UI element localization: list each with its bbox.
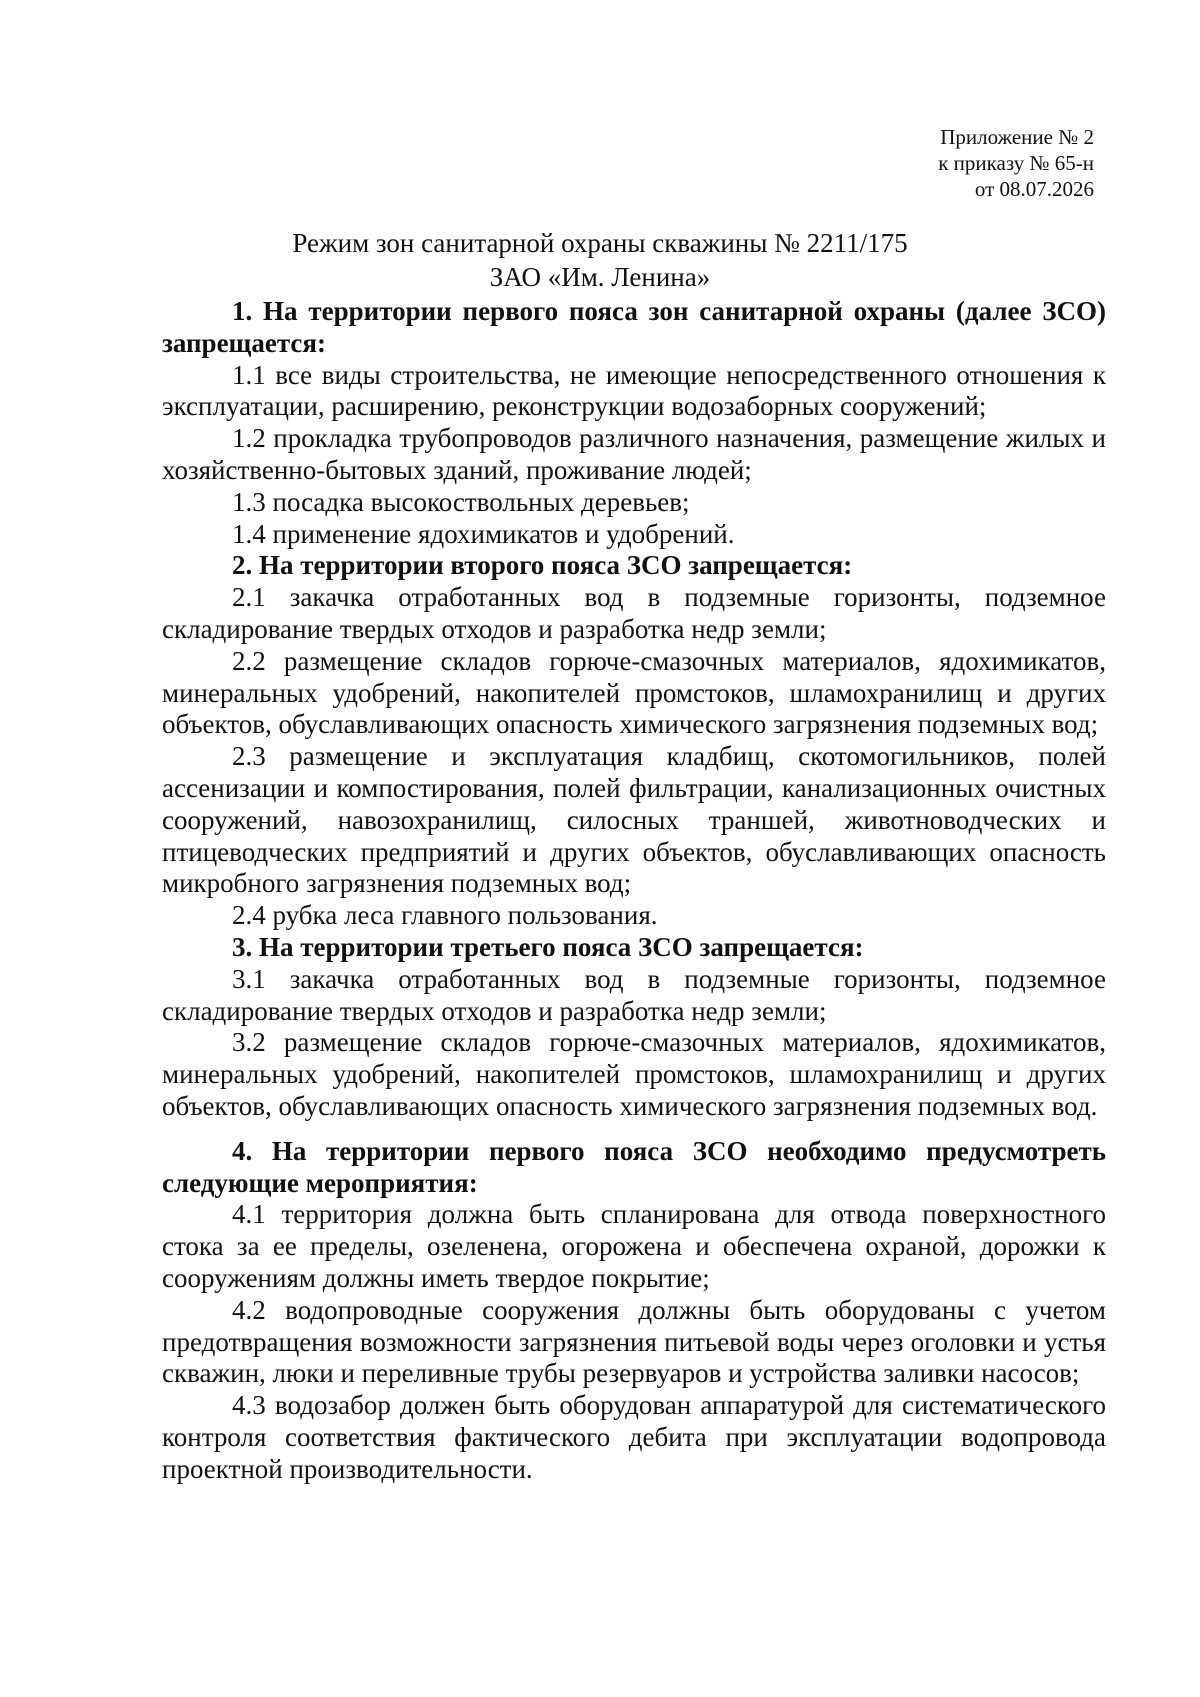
item-4-1: 4.1 территория должна быть спланирована для отвода поверхностного стока за ее пределы, озеленена, огорожена и обеспечена охраной, дорожки к сооружениям должны иметь твердое покрытие; <box>162 1199 1106 1293</box>
item-4-2: 4.2 водопроводные сооружения должны быть оборудованы с учетом предотвращения возможности загрязнения питьевой воды через оголовки и устья скважин, люки и переливные трубы резервуаров и устройства заливки насосов; <box>162 1294 1106 1389</box>
item-3-1: 3.1 закачка отработанных вод в подземные горизонты, подземное складирование твердых отходов и разработка недр земли; <box>162 963 1106 1026</box>
annex-number: Приложение № 2 <box>940 125 1094 149</box>
section-1-heading: 1. На территории первого пояса зон санитарной охраны (далее ЗСО) запрещается: <box>162 296 1106 358</box>
document-title <box>0 226 1200 294</box>
annex-reference <box>938 124 1094 202</box>
section-4-heading: 4. На территории первого пояса ЗСО необходимо предусмотреть следующие мероприятия: <box>162 1135 1106 1198</box>
annex-order: к приказу № 65-н <box>938 151 1094 175</box>
annex-date: от 08.07.2026 <box>974 177 1094 201</box>
title-line-1: Режим зон санитарной охраны скважины № 2211/175 <box>292 228 908 258</box>
item-2-2: 2.2 размещение складов горюче-смазочных материалов, ядохимикатов, минеральных удобрений, накопителей промстоков, шламохранилищ и других объектов, обуславливающих опасность химического загрязнения подземных вод; <box>162 645 1106 740</box>
item-1-3: 1.3 посадка высокоствольных деревьев; <box>232 486 690 517</box>
item-2-4: 2.4 рубка леса главного пользования. <box>232 900 658 931</box>
section-3-heading: 3. На территории третьего пояса ЗСО запрещается: <box>232 931 864 962</box>
item-2-3: 2.3 размещение и эксплуатация кладбищ, скотомогильников, полей ассенизации и компостирования, полей фильтрации, канализационных очистных сооружений, навозохранилищ, силосных траншей, животноводческих и птицеводческих предприятий и других объектов, обуславливающих опасность микробного загрязнения подземных вод; <box>162 741 1106 899</box>
item-2-1: 2.1 закачка отработанных вод в подземные горизонты, подземное складирование твердых отходов и разработка недр земли; <box>162 582 1106 644</box>
document-body <box>162 296 1106 1485</box>
title-line-2: ЗАО «Им. Ленина» <box>489 262 711 292</box>
item-1-1: 1.1 все виды строительства, не имеющие непосредственного отношения к эксплуатации, расширению, реконструкции водозаборных сооружений; <box>162 359 1106 422</box>
item-3-2: 3.2 размещение складов горюче-смазочных материалов, ядохимикатов, минеральных удобрений, накопителей промстоков, шламохранилищ и других объектов, обуславливающих опасность химического загрязнения подземных вод. <box>162 1027 1106 1121</box>
item-1-4: 1.4 применение ядохимикатов и удобрений. <box>232 518 735 549</box>
item-1-2: 1.2 прокладка трубопроводов различного назначения, размещение жилых и хозяйственно-бытовых зданий, проживание людей; <box>162 423 1106 485</box>
item-4-3: 4.3 водозабор должен быть оборудован аппаратурой для систематического контроля соответствия фактического дебита при эксплуатации водопровода проектной производительности. <box>162 1390 1106 1484</box>
section-2-heading: 2. На территории второго пояса ЗСО запрещается: <box>232 550 853 581</box>
